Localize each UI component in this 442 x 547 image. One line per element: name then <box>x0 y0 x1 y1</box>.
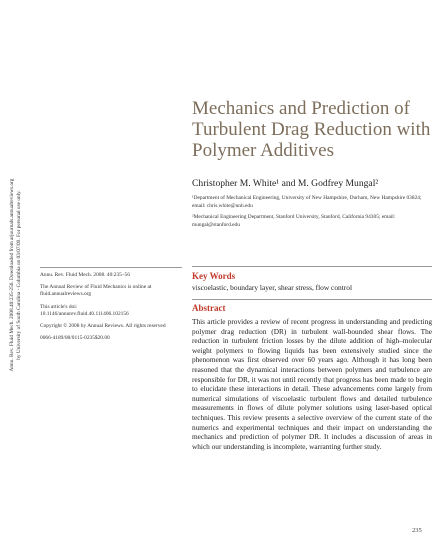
doi-block <box>40 304 182 318</box>
issn: 0066-4189/08/0115-0235$20.00 <box>40 335 110 342</box>
doi-label: This article's doi: <box>40 303 78 310</box>
keywords-heading: Key Words <box>192 266 432 281</box>
author-line: Christopher M. White¹ and M. Godfrey Mungal² <box>192 178 379 189</box>
download-notice-line-1: Annu. Rev. Fluid Mech. 2008.40:235-256. Downloaded from arjournals.annualreviews.org <box>9 178 15 372</box>
abstract-heading: Abstract <box>192 299 432 313</box>
doi-value[interactable]: 10.1146/annurev.fluid.40.111406.102156 <box>40 310 129 317</box>
affiliation-1: ¹Department of Mechanical Engineering, University of New Hampshire, Durham, New Hampshire 03824; email: chris.white@unh.edu <box>192 195 422 209</box>
online-notice: The Annual Review of Fluid Mechanics is online at fluid.annualreviews.org <box>40 284 152 298</box>
copyright: Copyright © 2008 by Annual Reviews. All rights reserved <box>40 323 166 330</box>
citation: Annu. Rev. Fluid Mech. 2008. 40:235–56 <box>40 272 130 278</box>
page-number: 235 <box>412 527 422 534</box>
keywords-text: viscoelastic, boundary layer, shear stress, flow control <box>192 283 352 292</box>
article-title: Mechanics and Prediction of Turbulent Drag Reduction with Polymer Additives <box>192 98 431 161</box>
affiliation-2: ²Mechanical Engineering Department, Stanford University, Stanford, California 94305; email: mungal@stanford.edu <box>192 214 396 228</box>
download-notice <box>2 125 30 425</box>
abstract-text: This article provides a review of recent progress in understanding and predicting polymer drag reduction (DR) in turbulent wall-bounded shear flows. The reduction in turbulent friction losses by the dilute addition of high–molecular weight polymers to flowing liquids has been extensively studied since the phenomenon was first observed over 60 years ago. Although it has long been reasoned that the dynamical interactions between polymers and turbulence are responsible for DR, it was not until recently that progress has been made to begin to elucidate these interactions in detail. These advancements come largely from numerical simulations of viscoelastic turbulent flows and detailed turbulence measurements in flows of dilute polymer solutions using laser-based optical techniques. This review presents a selective overview of the current state of the numerics and experimental techniques and their impact on understanding the mechanics and prediction of polymer DR. It includes a discussion of areas in which our understanding is incomplete, warranting further study. <box>192 317 432 451</box>
article-metadata <box>40 267 182 347</box>
download-notice-line-2: by University of South Carolina - Columbia on 03/07/09. For personal use only. <box>16 190 22 360</box>
